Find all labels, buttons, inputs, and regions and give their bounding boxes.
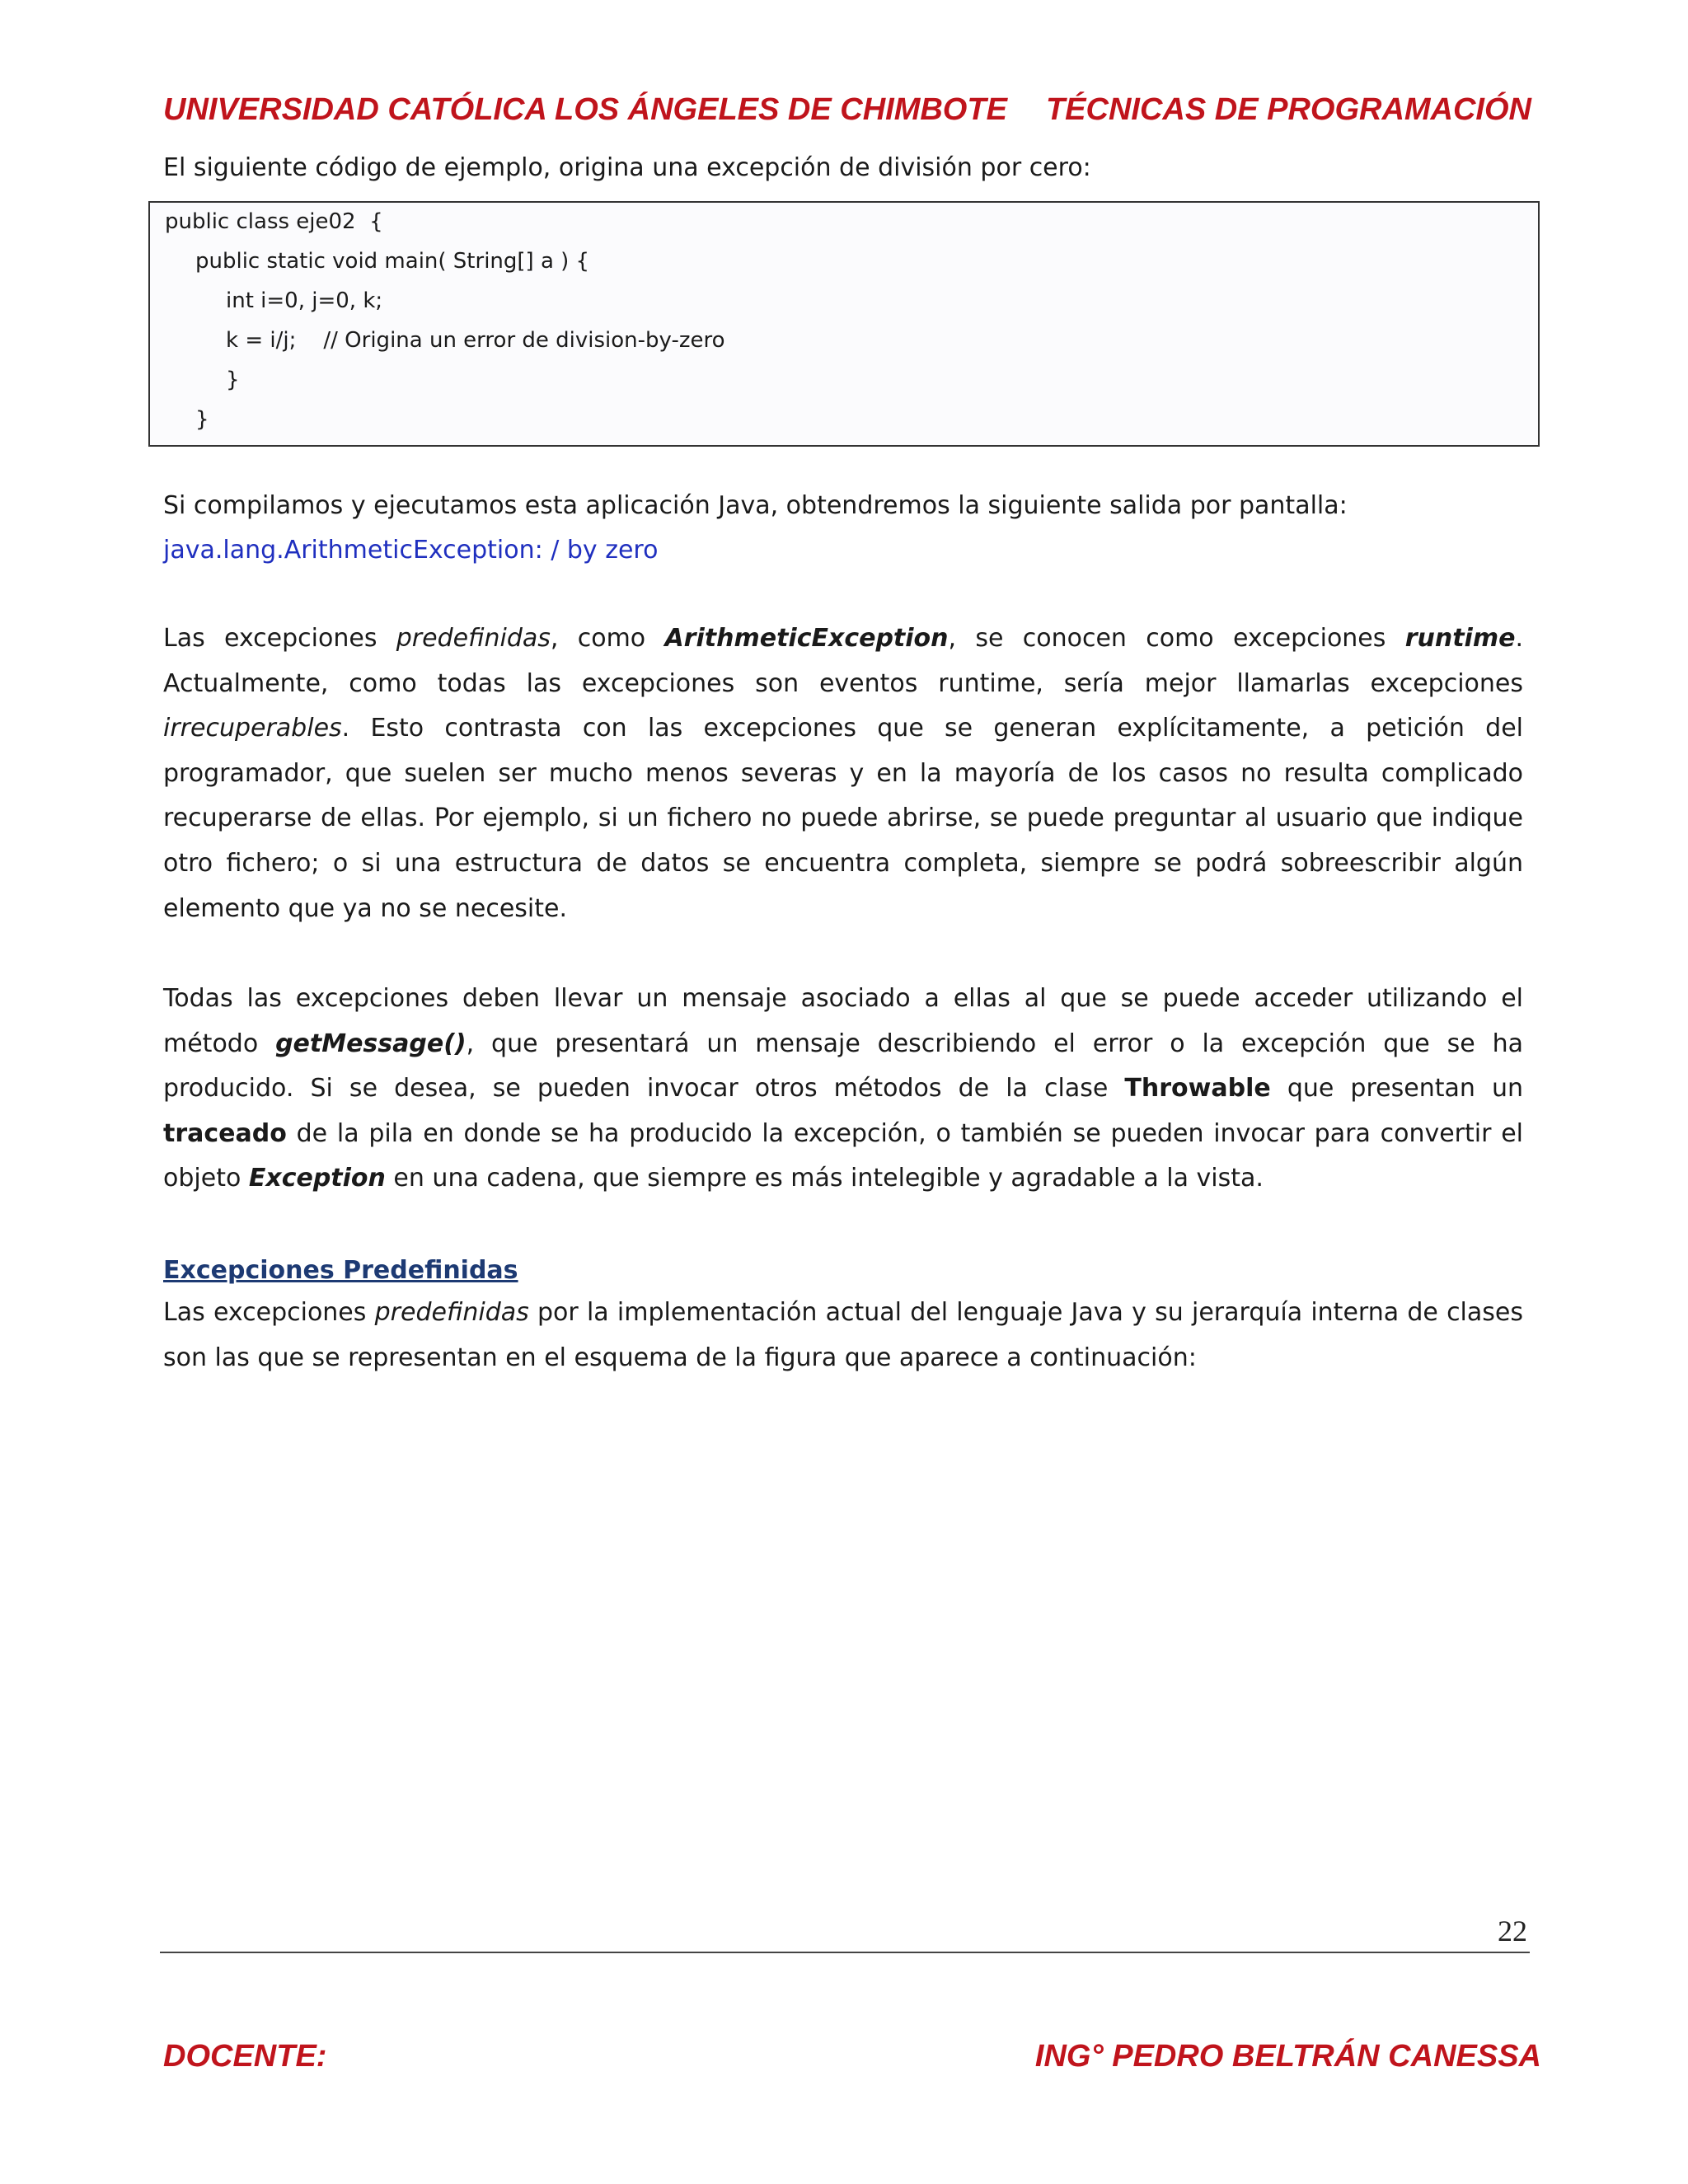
p2-bold-1: getMessage() bbox=[275, 1029, 467, 1058]
code-line-3: int i=0, j=0, k; bbox=[226, 288, 383, 313]
code-line-2: public static void main( String[] a ) { bbox=[195, 249, 590, 274]
p1-bold-1: ArithmeticException bbox=[664, 624, 949, 653]
p1-text-3: , se conocen como excepciones bbox=[948, 624, 1405, 653]
p1-text-1: Las excepciones bbox=[163, 624, 396, 653]
program-output: java.lang.ArithmeticException: / by zero bbox=[163, 536, 659, 565]
paragraph-predefined bbox=[163, 1291, 1523, 1380]
p2-bold-4: Exception bbox=[248, 1164, 386, 1193]
code-line-1: public class eje02 { bbox=[165, 209, 383, 234]
header-course: TÉCNICAS DE PROGRAMACIÓN bbox=[1045, 92, 1531, 127]
run-description: Si compilamos y ejecutamos esta aplicación Java, obtendremos la siguiente salida por pantalla: bbox=[163, 491, 1348, 520]
p1-text-5: . Esto contrasta con las excepciones que se generan explícitamente, a petición del programador, que suelen ser mucho menos severas y en la mayoría de los casos no resulta complicado recuperarse de ellas. Por ejemplo, si un fichero no puede abrirse, se puede preguntar al usuario que indique otro fichero; o si una estructura de datos se encuentra completa, siempre se podrá sobreescribir algún elemento que ya no se necesite. bbox=[163, 714, 1523, 923]
p1-text-4: . Actualmente, como todas las excepciones son eventos runtime, sería mejor llamarlas excepciones bbox=[163, 624, 1523, 698]
page-header bbox=[163, 92, 1531, 142]
intro-text: El siguiente código de ejemplo, origina una excepción de división por cero: bbox=[163, 153, 1091, 182]
code-line-4: k = i/j; // Origina un error de division-by-zero bbox=[226, 328, 725, 353]
p1-italic-2: irrecuperables bbox=[163, 714, 342, 743]
section-title: Excepciones Predefinidas bbox=[163, 1256, 518, 1285]
p3-text-2: por la implementación actual del lenguaje Java y su jerarquía interna de clases son las que se representan en el esquema de la figura que aparece a continuación: bbox=[163, 1298, 1523, 1372]
code-line-6: } bbox=[195, 407, 209, 432]
p1-bold-2: runtime bbox=[1404, 624, 1516, 653]
p2-bold-3: traceado bbox=[163, 1118, 287, 1148]
p1-text-2: , como bbox=[550, 624, 665, 653]
p2-text-1: Todas las excepciones deben llevar un mensaje asociado a ellas al que se puede acceder utilizando el método bbox=[163, 984, 1523, 1058]
code-block bbox=[148, 201, 1540, 447]
p2-text-4: de la pila en donde se ha producido la excepción, o también se pueden invocar para convertir el objeto bbox=[163, 1118, 1523, 1193]
page-footer bbox=[163, 2039, 1541, 2088]
p2-text-2: , que presentará un mensaje describiendo el error o la excepción que se ha producido. Si se desea, se pueden invocar otros métodos de la clase bbox=[163, 1029, 1523, 1104]
footer-teacher: ING° PEDRO BELTRÁN CANESSA bbox=[1034, 2039, 1541, 2074]
footer-label: DOCENTE: bbox=[163, 2039, 327, 2074]
page-number: 22 bbox=[1498, 1915, 1527, 1947]
p2-text-5: en una cadena, que siempre es más intelegible y agradable a la vista. bbox=[385, 1164, 1264, 1193]
paragraph-runtime-exceptions bbox=[163, 616, 1523, 931]
p2-bold-2: Throwable bbox=[1124, 1074, 1271, 1104]
p2-text-3: que presentan un bbox=[1270, 1074, 1523, 1104]
p3-italic-1: predefinidas bbox=[374, 1298, 529, 1327]
paragraph-getmessage bbox=[163, 977, 1523, 1202]
header-university: UNIVERSIDAD CATÓLICA LOS ÁNGELES DE CHIMBOTE bbox=[163, 92, 1007, 127]
p1-italic-1: predefinidas bbox=[396, 624, 551, 653]
p3-text-1: Las excepciones bbox=[163, 1298, 375, 1327]
code-line-5: } bbox=[226, 368, 240, 392]
footer-divider bbox=[160, 1952, 1530, 1953]
